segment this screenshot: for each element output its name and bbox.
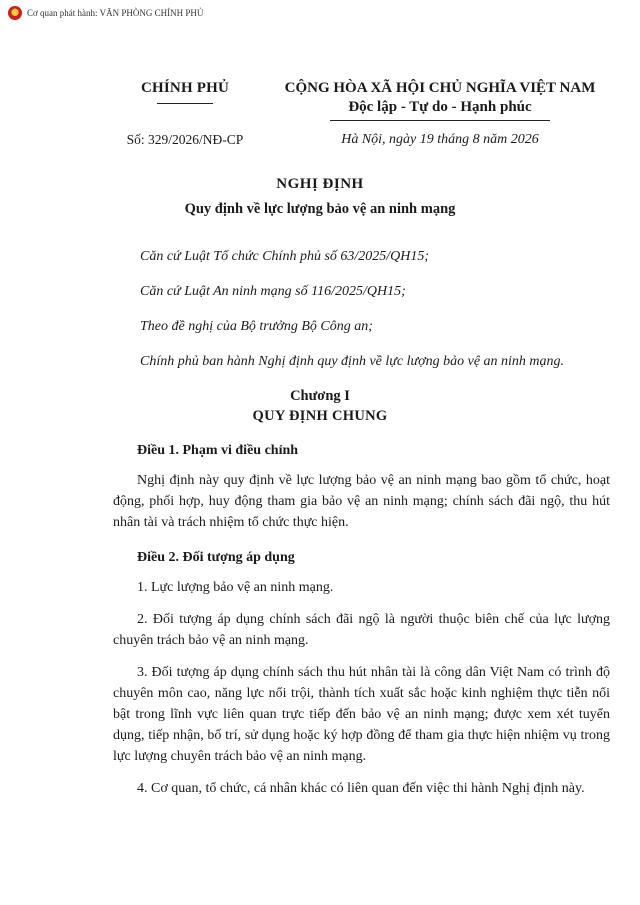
issuing-body [110, 80, 260, 104]
chapter-heading [0, 388, 640, 425]
article-paragraph: 4. Cơ quan, tổ chức, cá nhân khác có liên quan đến việc thi hành Nghị định này. [137, 781, 585, 796]
basis-line: Chính phủ ban hành Nghị định quy định về lực lượng bảo vệ an ninh mạng. [140, 354, 565, 369]
basis-line: Căn cứ Luật Tổ chức Chính phủ số 63/2025/QH15; [140, 249, 430, 264]
chapter-number: Chương I [290, 388, 350, 404]
national-title [270, 80, 610, 121]
basis-line: Theo đề nghị của Bộ trưởng Bộ Công an; [140, 319, 373, 334]
article-paragraph: 2. Đối tượng áp dụng chính sách đãi ngộ là người thuộc biên chế của lực lượng chuyên trách bảo vệ an ninh mạng. [113, 612, 610, 648]
document-body [113, 440, 610, 810]
article-heading: Điều 1. Phạm vi điều chỉnh [137, 443, 299, 458]
chapter-name: QUY ĐỊNH CHUNG [252, 408, 388, 424]
national-motto: Độc lập - Tự do - Hạnh phúc [348, 99, 532, 115]
article-paragraph: 1. Lực lượng bảo vệ an ninh mạng. [137, 580, 334, 595]
nation-name: CỘNG HÒA XÃ HỘI CHỦ NGHĨA VIỆT NAM [284, 80, 596, 96]
issuer-text: Cơ quan phát hành: VĂN PHÒNG CHÍNH PHỦ [27, 8, 204, 18]
basis-line: Căn cứ Luật An ninh mạng số 116/2025/QH15; [140, 284, 406, 299]
article-paragraph: Nghị định này quy định về lực lượng bảo vệ an ninh mạng bao gồm tổ chức, hoạt động, phối hợp, huy động tham gia bảo vệ an ninh mạng; chính sách đãi ngộ, thu hút nhân tài và trách nhiệm tổ chức thực hiện. [113, 473, 610, 530]
document-type: NGHỊ ĐỊNH [276, 176, 364, 192]
state-emblem-icon: ★ [8, 6, 22, 20]
place-date: Hà Nội, ngày 19 tháng 8 năm 2026 [341, 132, 539, 147]
article-paragraph: 3. Đối tượng áp dụng chính sách thu hút nhân tài là công dân Việt Nam có trình độ chuyên môn cao, năng lực nổi trội, thành tích xuất sắc hoặc kinh nghiệm thực tiễn nổi bật trong lĩnh vực liên quan trực tiếp đến bảo vệ an ninh mạng; được xem xét tuyển dụng, tiếp nhận, bố trí, sử dụng hoặc ký hợp đồng để tham gia thực hiện nhiệm vụ trong lực lượng chuyên trách bảo vệ an ninh mạng. [113, 665, 610, 764]
article-heading: Điều 2. Đối tượng áp dụng [137, 550, 295, 565]
document-title [0, 176, 640, 218]
document-number: Số: 329/2026/NĐ-CP [126, 132, 244, 147]
legal-basis [140, 248, 610, 388]
issuer-bar [8, 6, 203, 20]
organization-underline [157, 103, 213, 104]
motto-underline [330, 120, 550, 121]
organization-name: CHÍNH PHỦ [140, 80, 230, 96]
document-subject: Quy định về lực lượng bảo vệ an ninh mạng [184, 201, 456, 217]
